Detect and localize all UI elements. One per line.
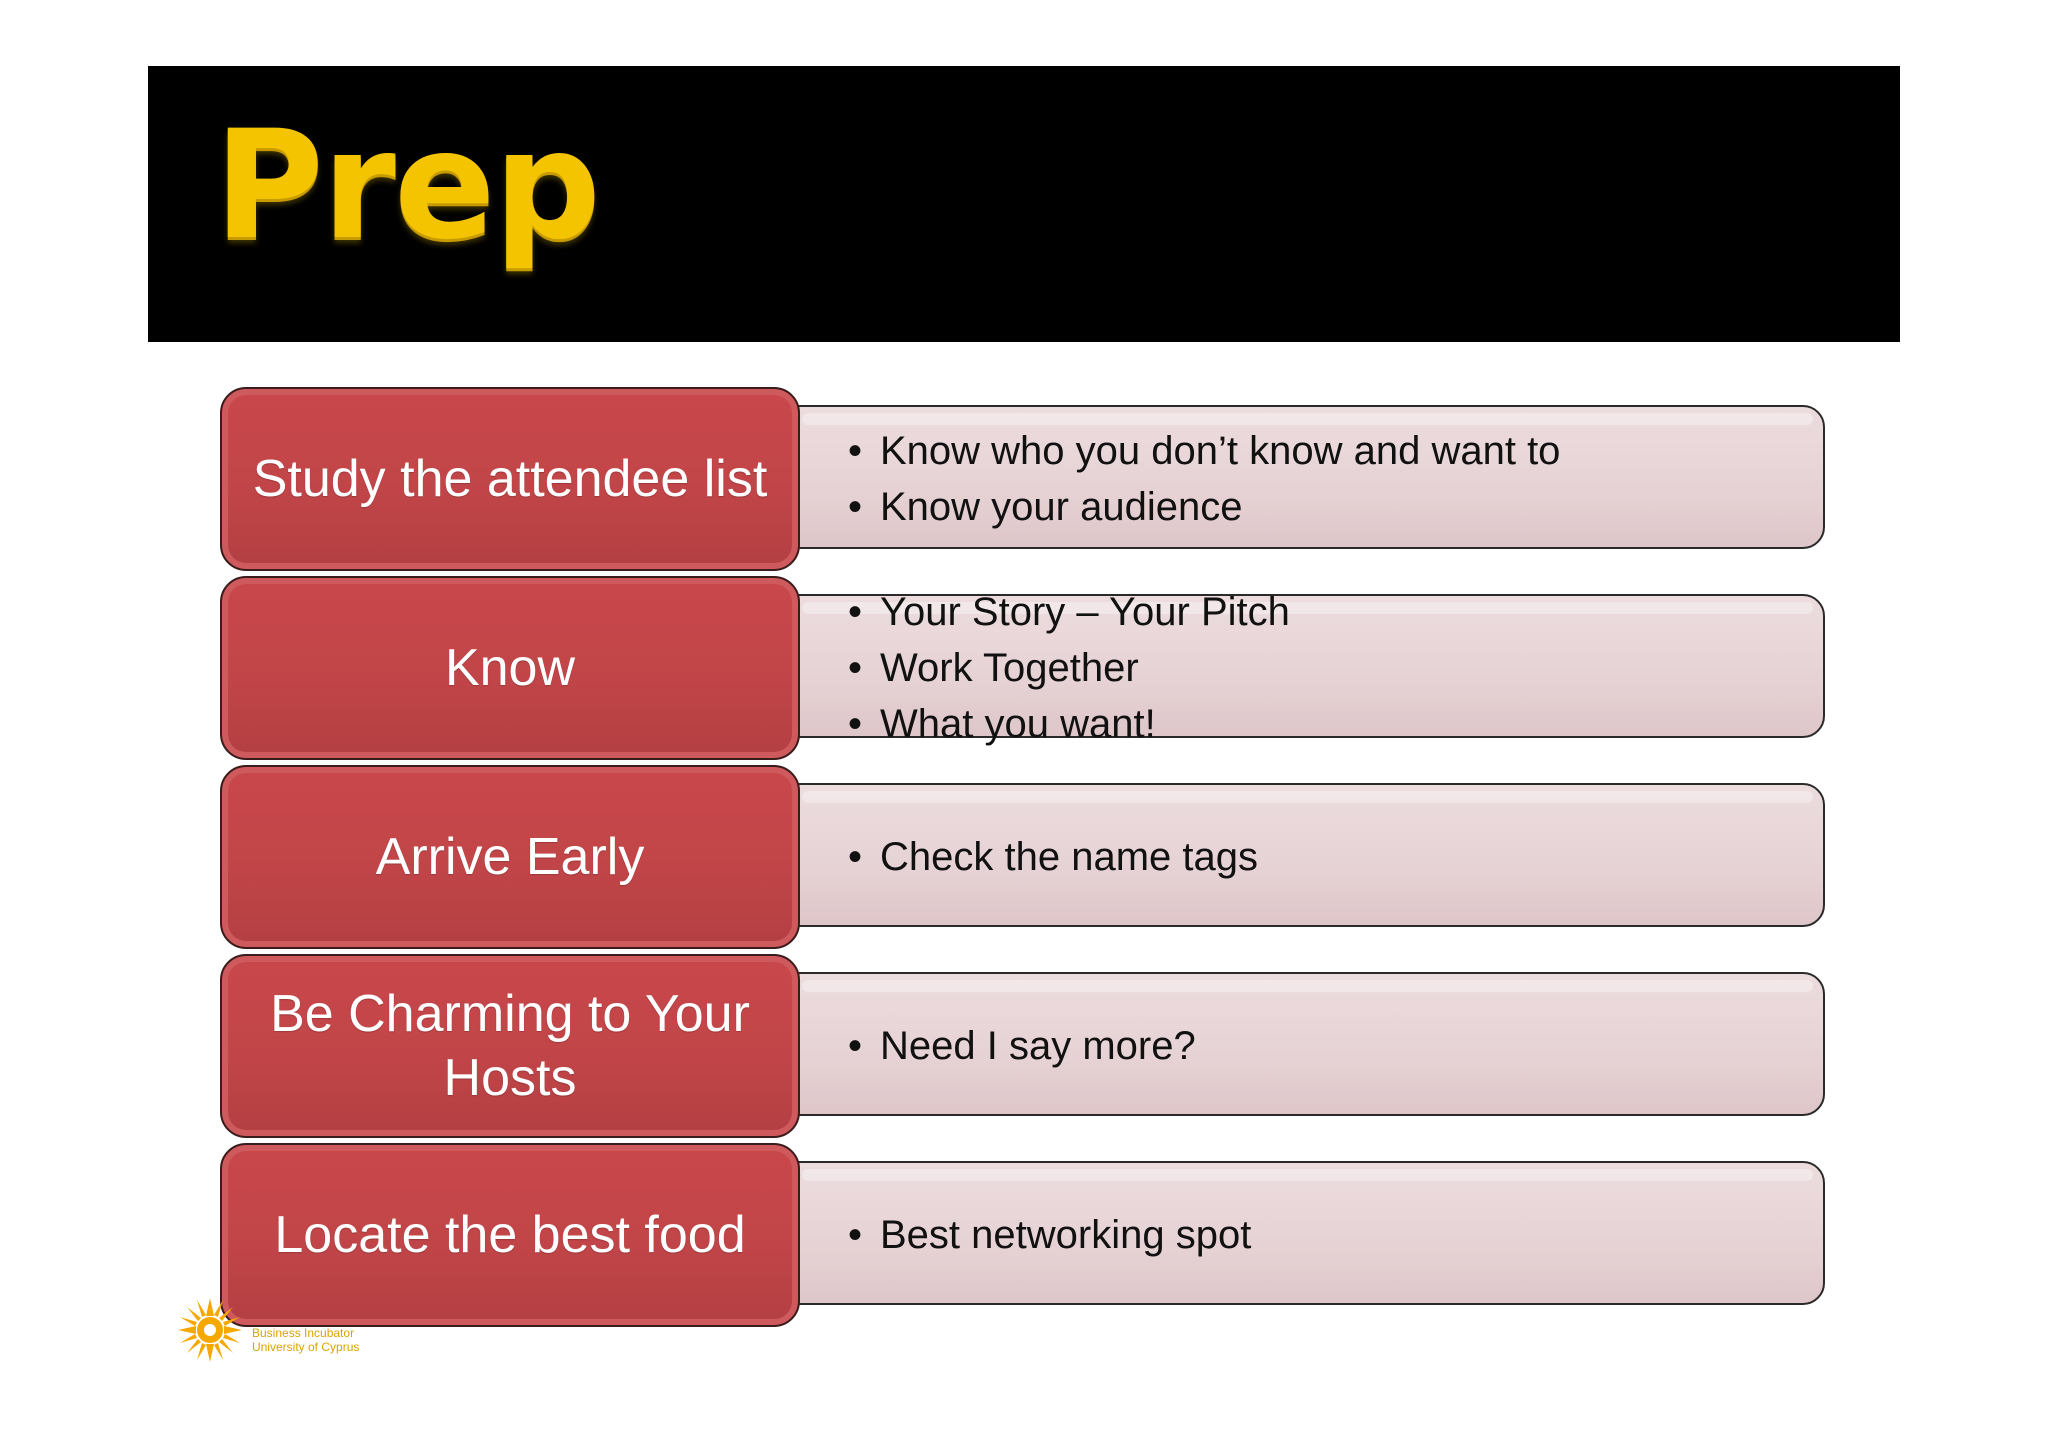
- step-header-label: Know: [444, 639, 576, 697]
- step-header-label: Locate the best food: [274, 1206, 746, 1264]
- bullet-list: [848, 1143, 1808, 1327]
- logo-text: [252, 1326, 359, 1354]
- step-header-label: Be Charming to Your Hosts: [270, 985, 750, 1107]
- bullet-item: • Work Together: [848, 640, 1808, 696]
- step-header-label: Study the attendee list: [252, 450, 768, 508]
- process-row: [0, 387, 2048, 571]
- sun-logo-icon: [176, 1296, 244, 1364]
- bullet-item: • Check the name tags: [848, 829, 1808, 885]
- step-header-box: [220, 765, 800, 949]
- bullet-list: [848, 387, 1808, 571]
- slide-title: Prep: [214, 99, 600, 273]
- bullet-list: [848, 954, 1808, 1138]
- step-header-box: [220, 387, 800, 571]
- bullet-list: [848, 576, 1808, 760]
- step-header-box: [220, 954, 800, 1138]
- bullet-list: [848, 765, 1808, 949]
- bullet-item: • Know your audience: [848, 479, 1808, 535]
- logo-line-1: Business Incubator: [252, 1326, 355, 1340]
- bullet-item: • Know who you don’t know and want to: [848, 423, 1808, 479]
- process-row: [0, 954, 2048, 1138]
- bullet-item: • Your Story – Your Pitch: [848, 584, 1808, 640]
- bullet-item: • What you want!: [848, 696, 1808, 752]
- business-incubator-logo: [176, 1290, 376, 1360]
- process-row: [0, 576, 2048, 760]
- process-row: [0, 765, 2048, 949]
- step-header-box: [220, 576, 800, 760]
- bullet-item: • Need I say more?: [848, 1018, 1808, 1074]
- bullet-item: • Best networking spot: [848, 1207, 1808, 1263]
- logo-line-2: University of Cyprus: [252, 1340, 360, 1354]
- step-header-label: Arrive Early: [375, 828, 645, 886]
